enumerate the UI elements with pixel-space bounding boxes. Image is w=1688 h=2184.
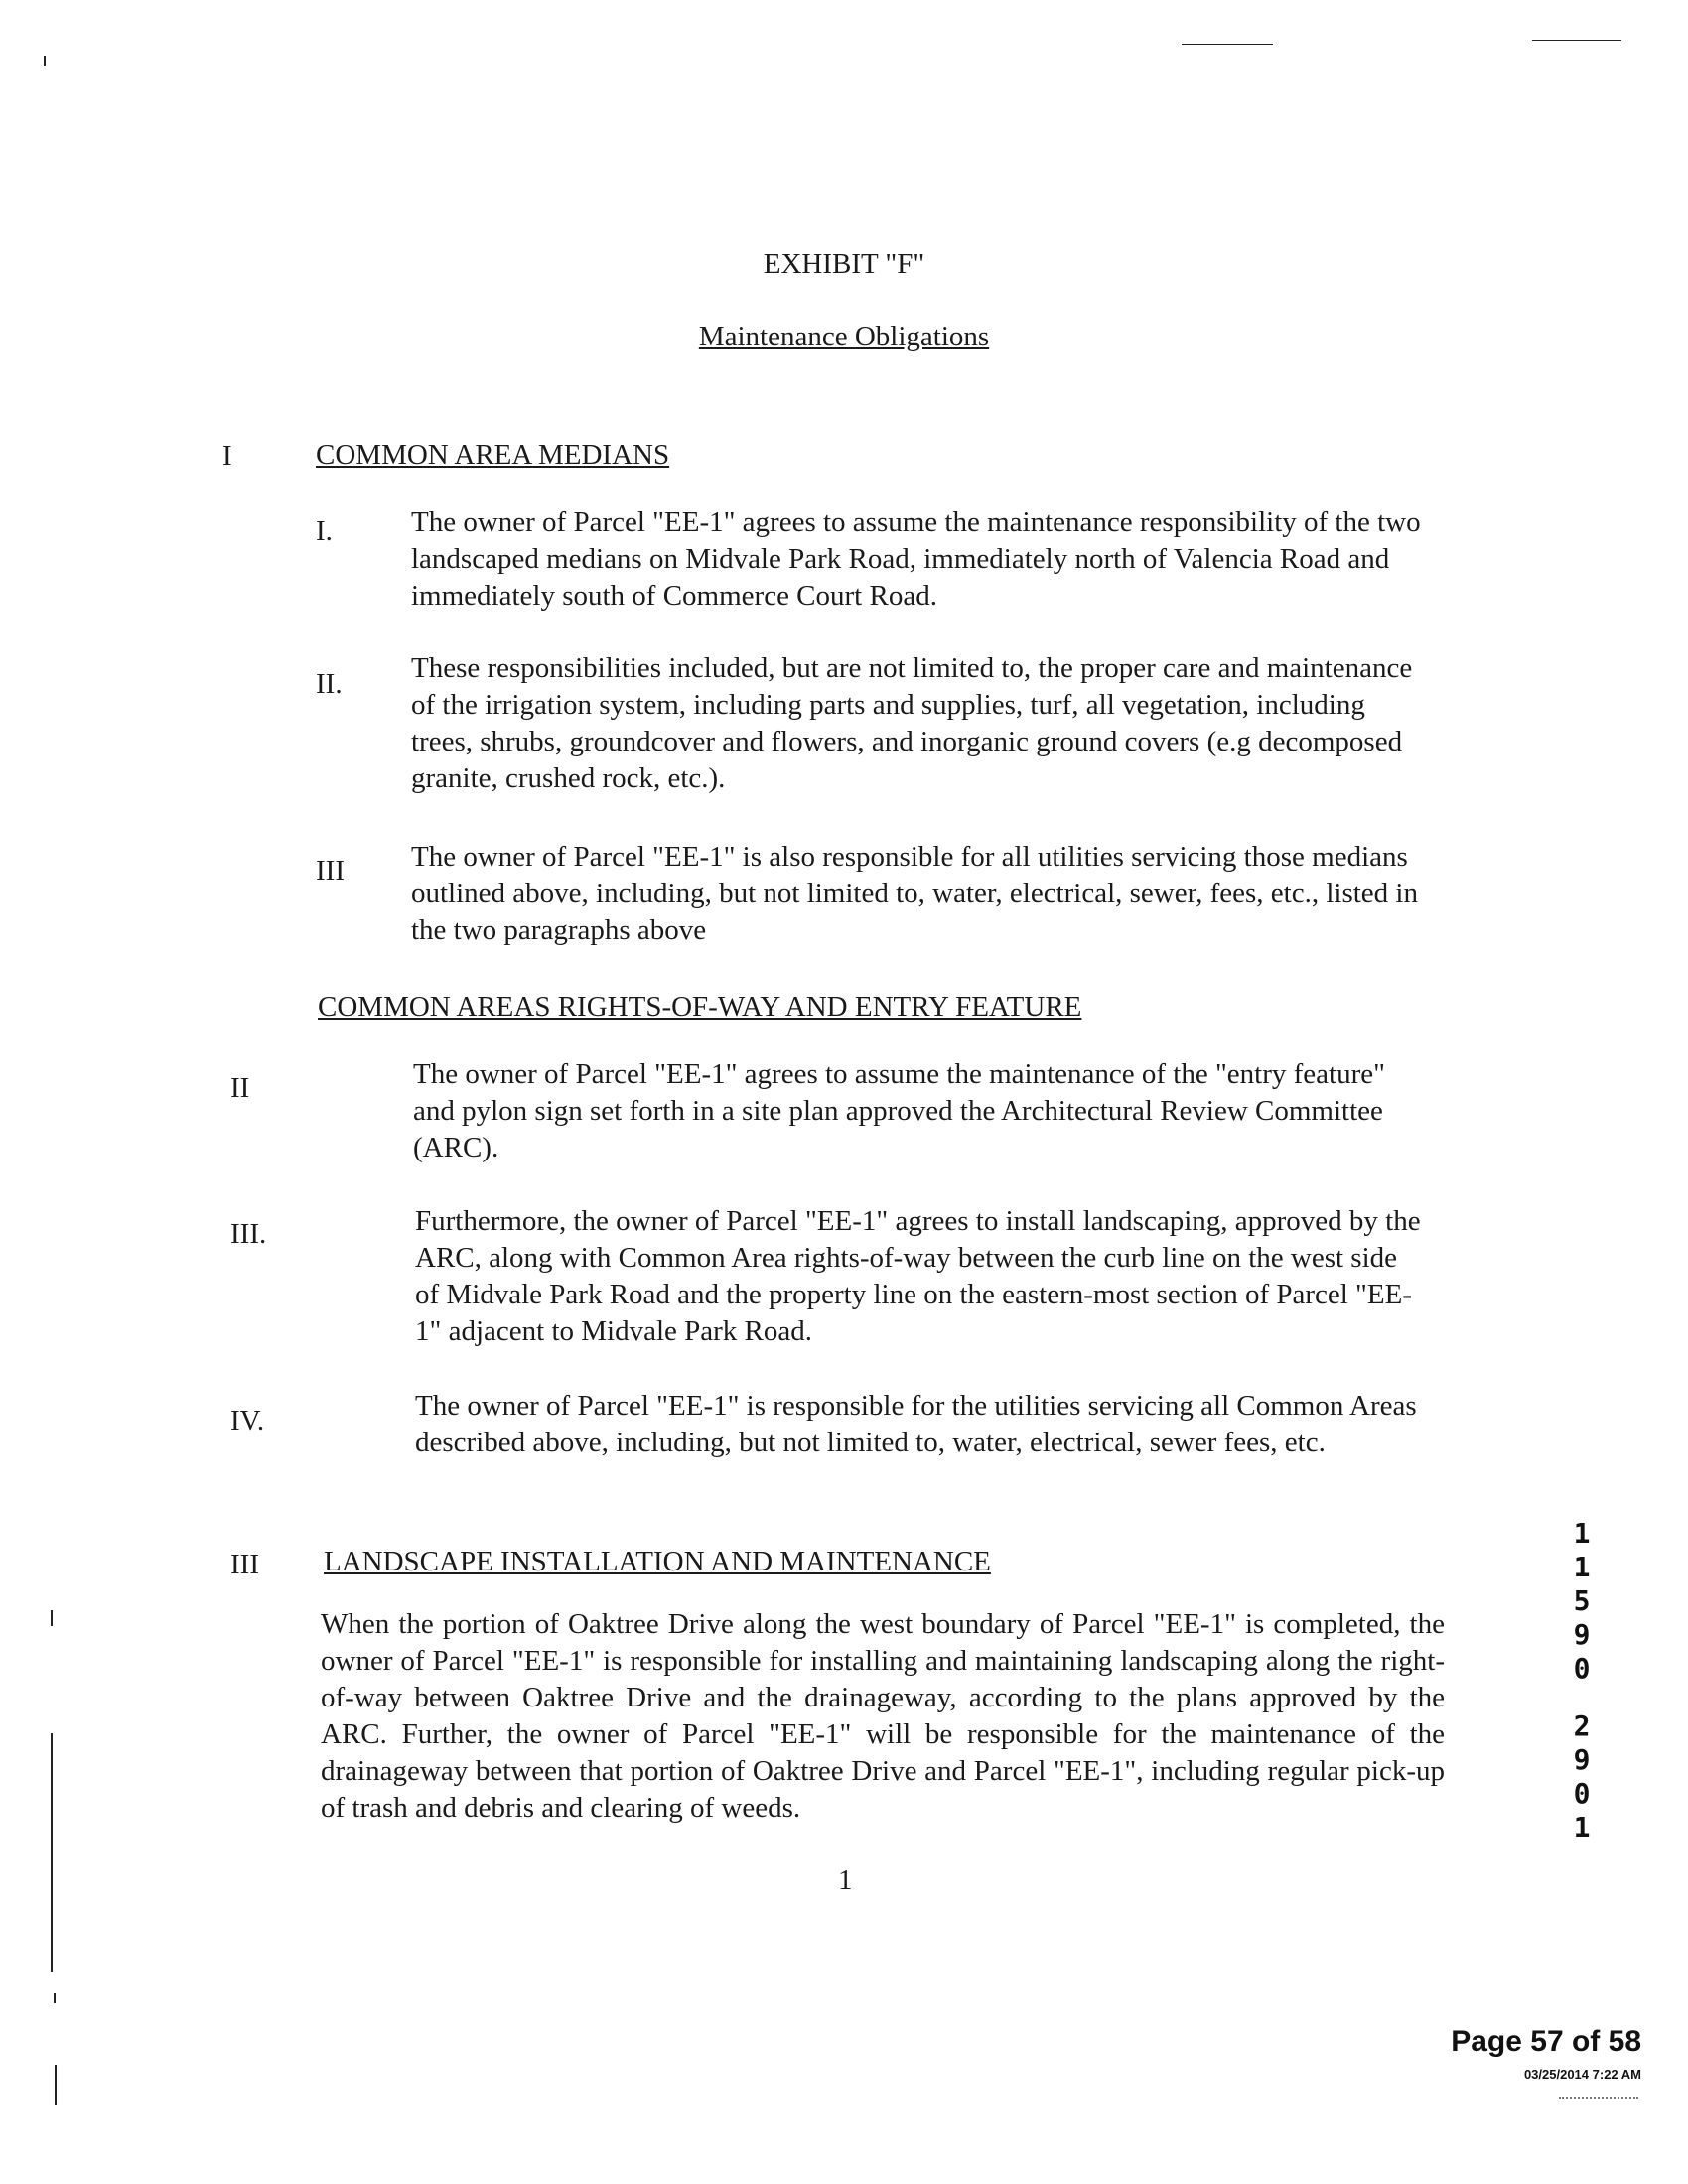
footer-dots [1559, 2097, 1638, 2101]
section-number: III [230, 1549, 259, 1580]
section-heading: LANDSCAPE INSTALLATION AND MAINTENANCE [324, 1546, 991, 1577]
stamp-digit: 0 [1573, 1777, 1591, 1810]
stamp-digit: 5 [1573, 1584, 1591, 1617]
stamp-digit: 1 [1573, 1551, 1591, 1583]
section-heading: COMMON AREAS RIGHTS-OF-WAY AND ENTRY FEATURE [318, 991, 1082, 1023]
scan-mark-left-1 [51, 1610, 53, 1626]
section-paragraph: When the portion of Oaktree Drive along the west boundary of Parcel "EE-1" is completed, the owner of Parcel "EE-1" is responsible for installing and maintaining landscaping along the right-of-way between Oaktree Drive and the drainageway, according to the plans approved by the ARC. Further, the owner of Parcel "EE-1" will be responsible for the maintenance of the drainageway between that portion of Oaktree Drive and Parcel "EE-1", including regular pick-up of trash and debris and clearing of weeds. [321, 1608, 1445, 1824]
scan-line-top-1 [1182, 44, 1273, 45]
item-number: I. [316, 515, 333, 547]
stamp-digit: 9 [1573, 1743, 1591, 1776]
item-text: The owner of Parcel "EE-1" agrees to assume the maintenance responsibility of the two landscaped medians on Midvale Park Road, immediately north of Valencia Road and immediately south of Commerce Court Road. [411, 506, 1421, 612]
item-number: IV. [230, 1405, 265, 1436]
scan-mark-left-4 [55, 2065, 57, 2105]
stamp-digit: 1 [1573, 1811, 1591, 1843]
item-text: The owner of Parcel "EE-1" agrees to assume the maintenance of the "entry feature" and pylon sign set forth in a site plan approved the Architectural Review Committee (ARC). [413, 1058, 1385, 1163]
footer-page-label: Page 57 of 58 [1451, 2025, 1641, 2058]
stamp-digit: 0 [1573, 1652, 1591, 1685]
stamp-digit: 9 [1573, 1618, 1591, 1651]
scan-mark-top-left [44, 56, 46, 66]
item-text: The owner of Parcel "EE-1" is also responsible for all utilities servicing those medians outlined above, including, but not limited to, water, electrical, sewer, fees, etc., listed in the two paragraphs above [411, 841, 1418, 946]
exhibit-title: EXHIBIT "F" [763, 248, 925, 280]
stamp-digit: 1 [1573, 1517, 1591, 1550]
item-number: III. [230, 1218, 267, 1250]
scan-line-top-2 [1532, 40, 1621, 41]
page-number: 1 [838, 1864, 853, 1896]
scan-mark-left-2 [51, 1733, 53, 1972]
item-text: Furthermore, the owner of Parcel "EE-1" agrees to install landscaping, approved by the ARC, along with Common Area rights-of-way between the curb line on the west side of Midvale Park Road and the property line on the eastern-most section of Parcel "EE-1" adjacent to Midvale Park Road. [415, 1205, 1421, 1347]
item-text: The owner of Parcel "EE-1" is responsible for the utilities servicing all Common Areas described above, including, but not limited to, water, electrical, sewer fees, etc. [415, 1390, 1417, 1458]
scan-mark-left-3 [54, 1993, 56, 2003]
stamp-digit: 2 [1573, 1709, 1591, 1742]
item-number: II [230, 1072, 250, 1104]
item-number: III [316, 855, 345, 887]
item-text: These responsibilities included, but are not limited to, the proper care and maintenance of the irrigation system, including parts and supplies, turf, all vegetation, including trees, shrubs, groundcover and flowers, and inorganic ground covers (e.g decomposed granite, crushed rock, etc.). [411, 652, 1413, 794]
item-number: II. [316, 668, 343, 700]
recording-stamp-top [1567, 1517, 1597, 1686]
section-heading: COMMON AREA MEDIANS [316, 439, 670, 471]
section-number: I [222, 440, 232, 472]
recording-stamp-bottom [1567, 1709, 1597, 1844]
document-subtitle: Maintenance Obligations [698, 321, 990, 352]
footer-timestamp: 03/25/2014 7:22 AM [1523, 2067, 1641, 2082]
